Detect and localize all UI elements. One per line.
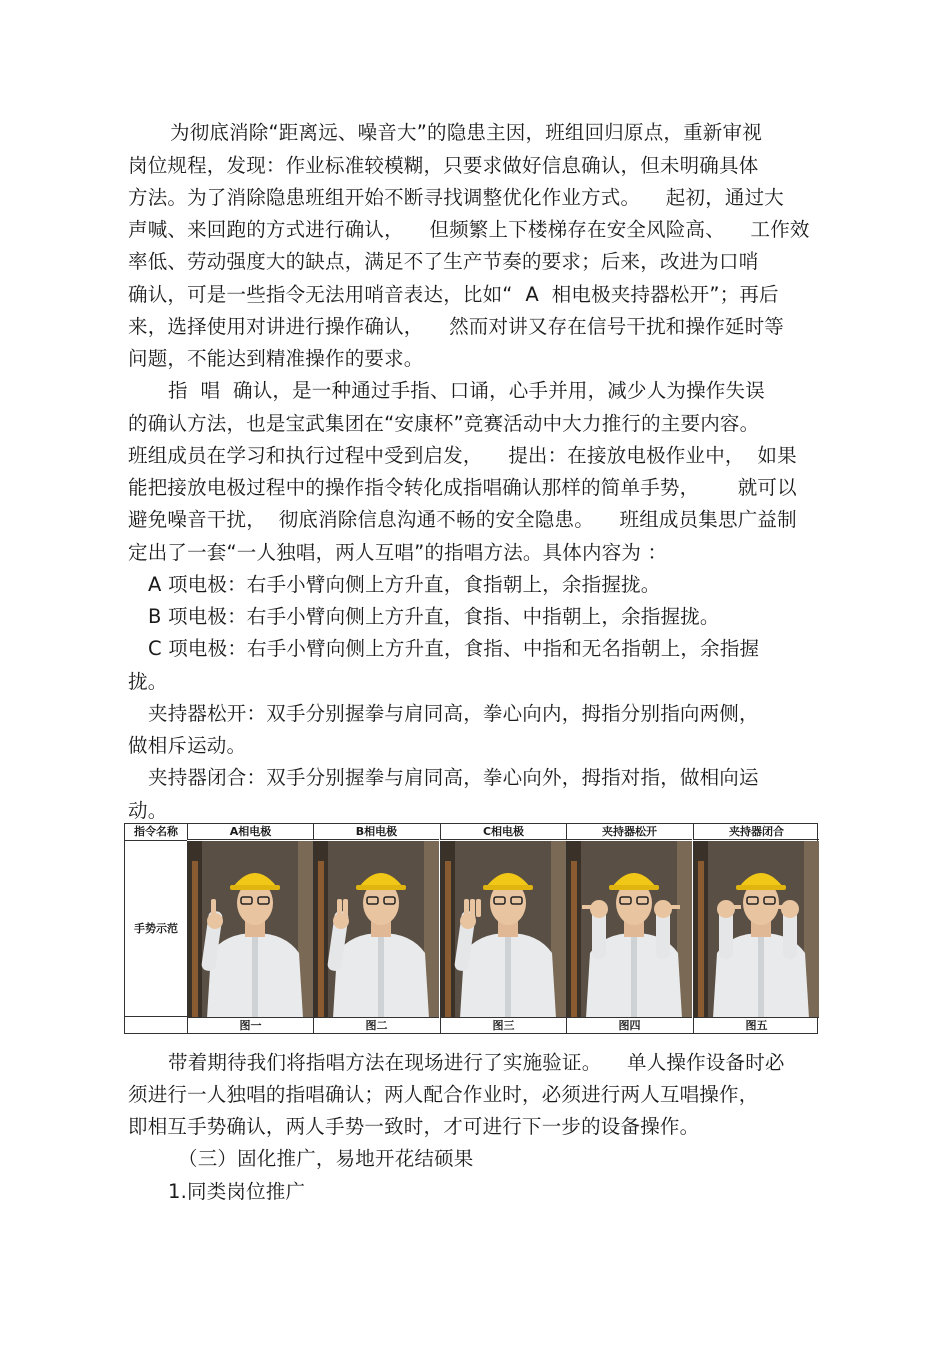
gesture-a: A 项电极：右手小臂向侧上方升直，食指朝上，余指握拢。 <box>148 573 661 596</box>
paragraph-3-line-3: 即相互手势确认，两人手势一致时，才可进行下一步的设备操作。 <box>128 1115 700 1138</box>
gesture-open-cont: 做相斥运动。 <box>128 734 247 757</box>
table-header-col-2: B相电极 <box>313 824 439 840</box>
paragraph-2-line-2: 的确认方法，也是宝武集团在“安康杯”竞赛活动中大力推行的主要内容。 <box>128 412 760 435</box>
paragraph-1-line-2: 岗位规程，发现：作业标准较模糊，只要求做好信息确认，但未明确具体 <box>128 154 759 177</box>
gesture-photo-5 <box>693 841 819 1018</box>
paragraph-2-line-6: 定出了一套“一人独唱，两人互唱”的指唱方法。具体内容为 ： <box>128 541 668 564</box>
table-caption-empty <box>125 1016 187 1033</box>
paragraph-2-line-3: 班组成员在学习和执行过程中受到启发， 提出：在接放电极作业中， 如果 <box>128 444 797 467</box>
paragraph-1-line-4: 声喊、来回跑的方式进行确认， 但频繁上下楼梯存在安全风险高、 工作效 <box>128 218 810 241</box>
paragraph-2-line-5: 避免噪音干扰， 彻底消除信息沟通不畅的安全隐患。 班组成员集思广益制 <box>128 508 797 531</box>
paragraph-1-line-6: 确认，可是一些指令无法用哨音表达，比如“ A 相电极夹持器松开”；再后 <box>128 283 779 306</box>
paragraph-1-line-5: 率低、劳动强度大的缺点，满足不了生产节奏的要求；后来，改进为口哨 <box>128 250 759 273</box>
table-row-label: 手势示范 <box>134 922 178 935</box>
gesture-c-cont: 拢。 <box>128 670 168 693</box>
gesture-close: 夹持器闭合：双手分别握拳与肩同高，拳心向外，拇指对指，做相向运 <box>148 766 759 789</box>
gesture-photo-2 <box>313 841 439 1018</box>
gesture-photo-4 <box>566 841 692 1018</box>
table-header-col-5: 夹持器闭合 <box>693 824 819 840</box>
paragraph-2-line-4: 能把接放电极过程中的操作指令转化成指唱确认那样的简单手势， 就可以 <box>128 476 797 499</box>
table-caption-col-1: 图一 <box>187 1017 313 1033</box>
gesture-c: C 项电极：右手小臂向侧上方升直，食指、中指和无名指朝上，余指握 <box>148 637 760 660</box>
gesture-open: 夹持器松开：双手分别握拳与肩同高，拳心向内，拇指分别指向两侧， <box>148 702 759 725</box>
gesture-photo-3 <box>440 841 566 1018</box>
paragraph-3-line-2: 须进行一人独唱的指唱确认；两人配合作业时，必须进行两人互唱操作， <box>128 1083 759 1106</box>
gesture-close-cont: 动。 <box>128 799 168 822</box>
paragraph-1-line-3: 方法。为了消除隐患班组开始不断寻找调整优化作业方式。 起初，通过大 <box>128 186 784 209</box>
section-heading: （三）固化推广，易地开花结硕果 <box>178 1147 474 1170</box>
gesture-demo-table <box>124 823 818 1034</box>
paragraph-1-line-7: 来，选择使用对讲进行操作确认， 然而对讲又存在信号干扰和操作延时等 <box>128 315 784 338</box>
paragraph-1-line-1: 为彻底消除“距离远、噪音大”的隐患主因，班组回归原点，重新审视 <box>170 121 762 144</box>
paragraph-1-line-8: 问题，不能达到精准操作的要求。 <box>128 347 424 370</box>
table-caption-col-4: 图四 <box>566 1017 692 1033</box>
table-caption-col-5: 图五 <box>693 1017 819 1033</box>
gesture-b: B 项电极：右手小臂向侧上方升直，食指、中指朝上，余指握拢。 <box>148 605 720 628</box>
table-header-label: 指令名称 <box>125 824 187 841</box>
gesture-photo-1 <box>187 841 313 1018</box>
paragraph-2-line-1: 指 唱 确认，是一种通过手指、口诵，心手并用，减少人为操作失误 <box>168 379 765 402</box>
table-caption-col-3: 图三 <box>440 1017 566 1033</box>
table-header-col-1: A相电极 <box>187 824 313 840</box>
table-caption-col-2: 图二 <box>313 1017 439 1033</box>
subsection-heading: 1.同类岗位推广 <box>168 1180 306 1203</box>
table-header-col-4: 夹持器松开 <box>566 824 692 840</box>
table-header-col-3: C相电极 <box>440 824 566 840</box>
paragraph-3-line-1: 带着期待我们将指唱方法在现场进行了实施验证。 单人操作设备时必 <box>168 1051 785 1074</box>
